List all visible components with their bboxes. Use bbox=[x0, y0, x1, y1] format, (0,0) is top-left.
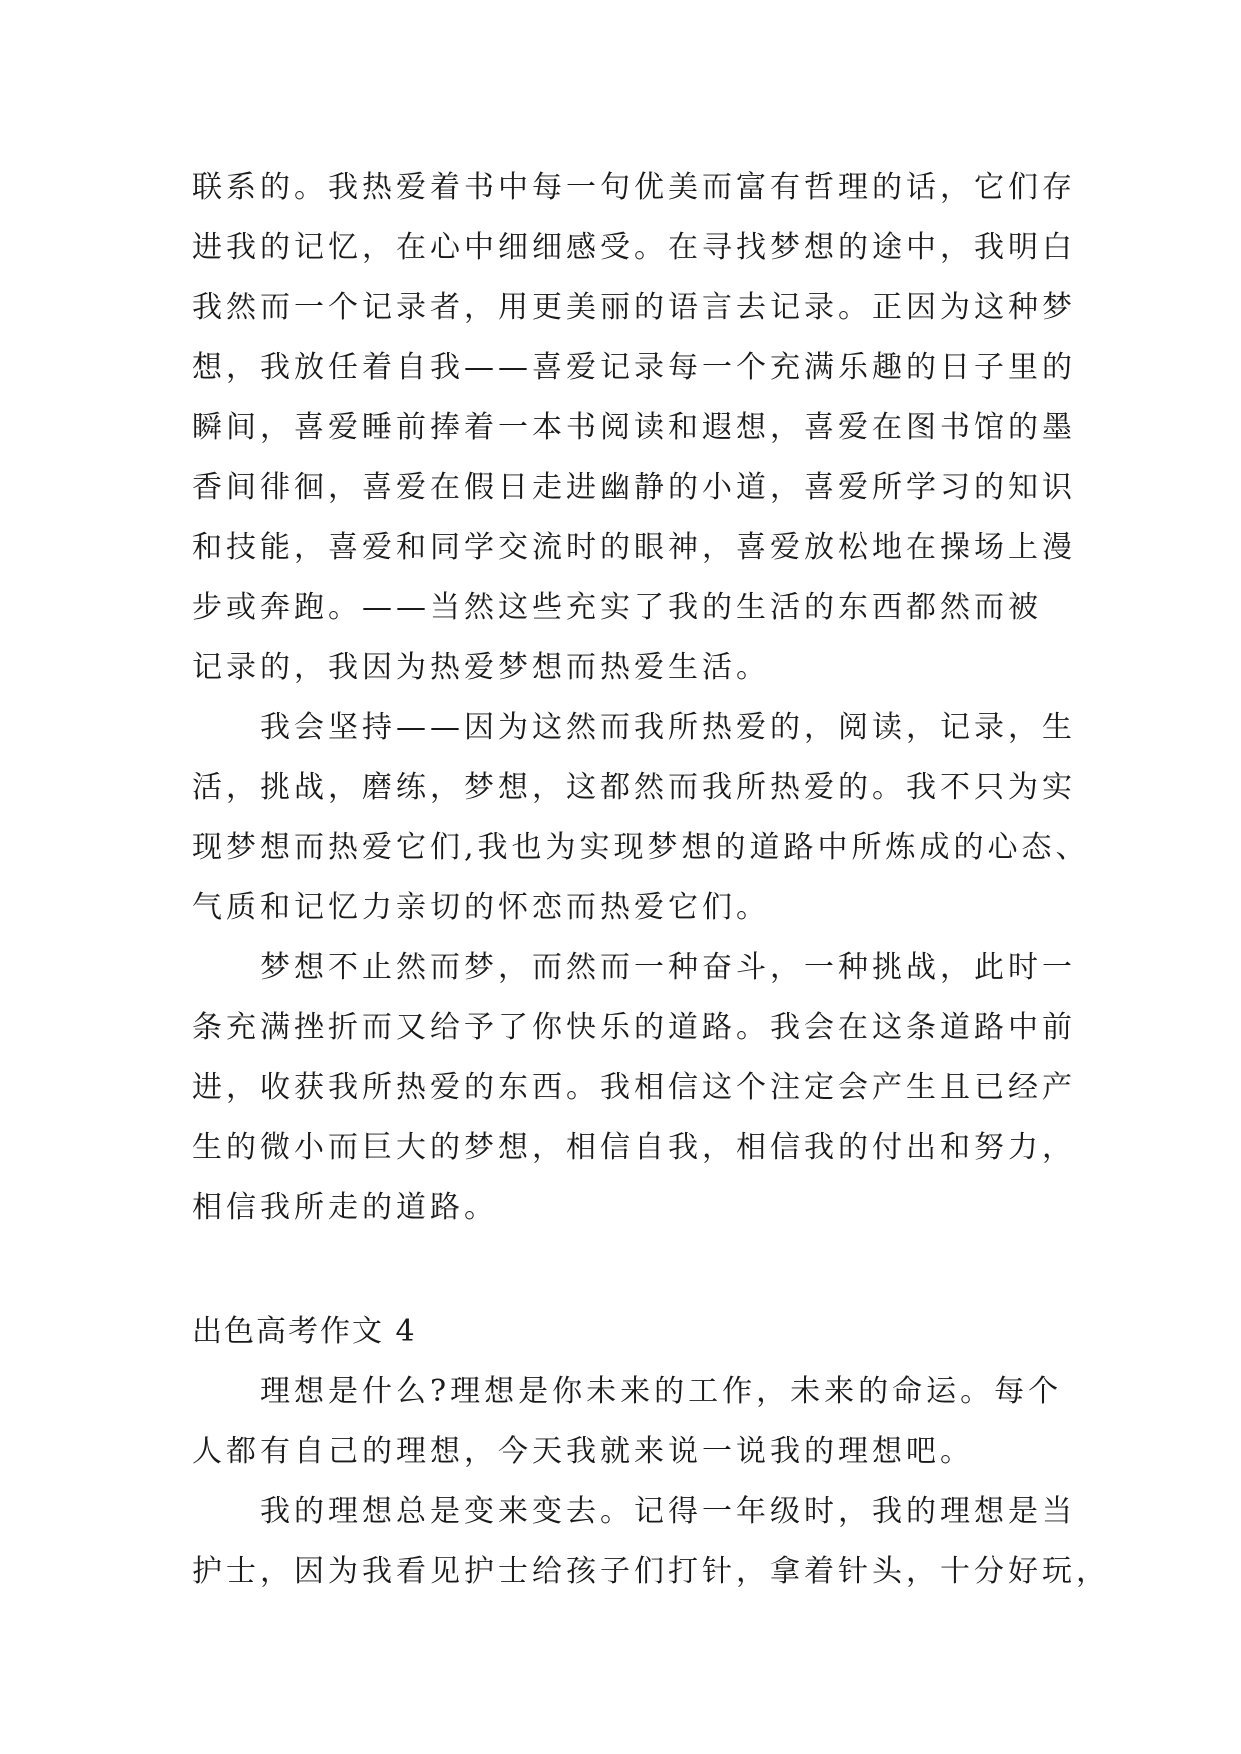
text-line: 我然而一个记录者，用更美丽的语言去记录。正因为这种梦 bbox=[192, 290, 1076, 325]
text-line: 记录的，我因为热爱梦想而热爱生活。 bbox=[192, 650, 770, 685]
text-line: 相信我所走的道路。 bbox=[192, 1190, 498, 1225]
text-line: 人都有自己的理想，今天我就来说一说我的理想吧。 bbox=[192, 1434, 974, 1469]
text-line: 进，收获我所热爱的东西。我相信这个注定会产生且已经产 bbox=[192, 1070, 1076, 1105]
section-spacer bbox=[192, 1238, 1072, 1302]
document-body bbox=[192, 158, 1110, 1602]
text-line: 我的理想总是变来变去。记得一年级时，我的理想是当 bbox=[260, 1494, 1076, 1529]
text-line: 活，挑战，磨练，梦想，这都然而我所热爱的。我不只为实 bbox=[192, 770, 1076, 805]
text-line: 步或奔跑。——当然这些充实了我的生活的东西都然而被 bbox=[192, 590, 1042, 625]
paragraph-5 bbox=[192, 1482, 1110, 1602]
text-line: 现梦想而热爱它们,我也为实现梦想的道路中所炼成的心态、 bbox=[192, 830, 1090, 865]
section-heading: 出色高考作文 4 bbox=[192, 1314, 417, 1349]
text-line: 香间徘徊，喜爱在假日走进幽静的小道，喜爱所学习的知识 bbox=[192, 470, 1076, 505]
text-line: 想，我放任着自我——喜爱记录每一个充满乐趣的日子里的 bbox=[192, 350, 1076, 385]
text-line: 护士，因为我看见护士给孩子们打针，拿着针头，十分好玩， bbox=[192, 1554, 1110, 1589]
text-line: 和技能，喜爱和同学交流时的眼神，喜爱放松地在操场上漫 bbox=[192, 530, 1076, 565]
text-line: 我会坚持——因为这然而我所热爱的，阅读，记录，生 bbox=[260, 710, 1076, 745]
paragraph-2 bbox=[192, 698, 1090, 938]
text-line: 气质和记忆力亲切的怀恋而热爱它们。 bbox=[192, 890, 770, 925]
text-line: 生的微小而巨大的梦想，相信自我，相信我的付出和努力， bbox=[192, 1130, 1076, 1165]
text-line: 联系的。我热爱着书中每一句优美而富有哲理的话，它们存 bbox=[192, 170, 1076, 205]
paragraph-4 bbox=[192, 1362, 1072, 1482]
text-line: 梦想不止然而梦，而然而一种奋斗，一种挑战，此时一 bbox=[260, 950, 1076, 985]
paragraph-1 bbox=[192, 158, 1076, 698]
text-line: 瞬间，喜爱睡前捧着一本书阅读和遐想，喜爱在图书馆的墨 bbox=[192, 410, 1076, 445]
paragraph-3 bbox=[192, 938, 1076, 1238]
text-line: 进我的记忆，在心中细细感受。在寻找梦想的途中，我明白 bbox=[192, 230, 1076, 265]
text-line: 条充满挫折而又给予了你快乐的道路。我会在这条道路中前 bbox=[192, 1010, 1076, 1045]
text-line: 理想是什么?理想是你未来的工作，未来的命运。每个 bbox=[260, 1374, 1063, 1409]
